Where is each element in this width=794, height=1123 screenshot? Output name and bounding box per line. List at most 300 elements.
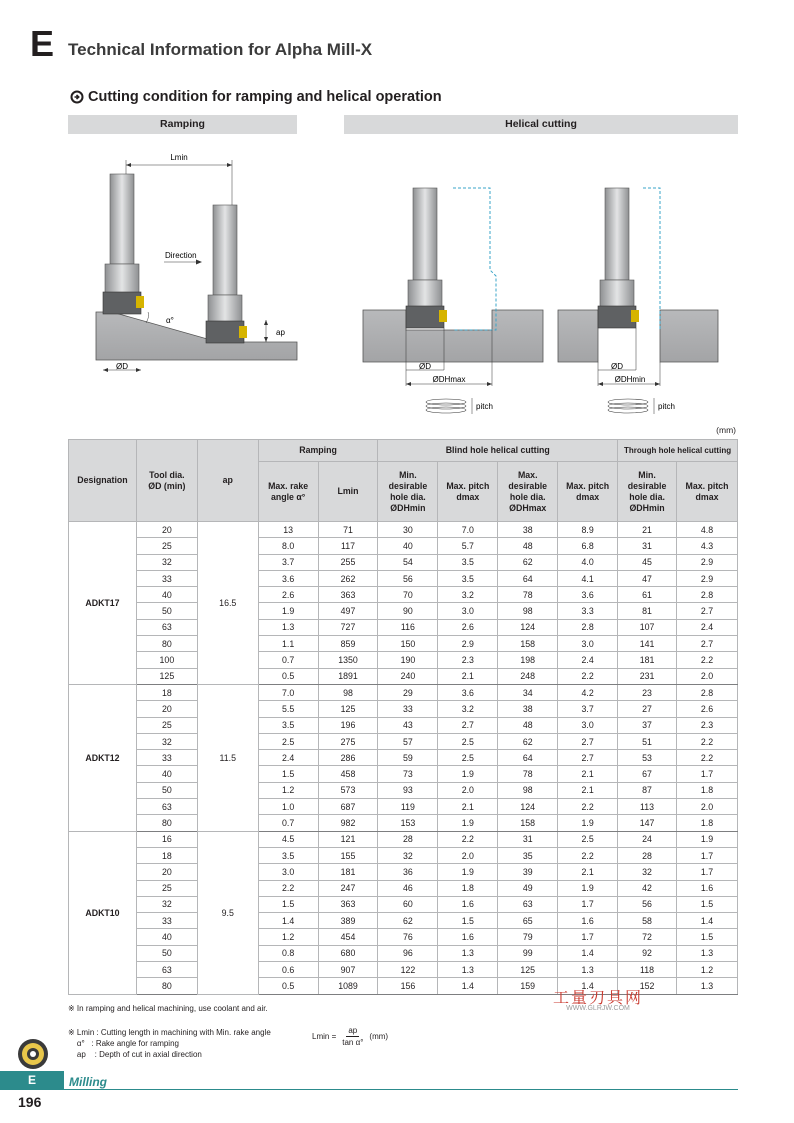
ramping-tool-end: [206, 205, 247, 343]
tool-dia-cell: 63: [136, 619, 197, 635]
tool-dia-cell: 63: [136, 962, 197, 978]
table-cell: 6.8: [558, 538, 618, 554]
table-cell: 92: [618, 945, 677, 961]
table-cell: 76: [378, 929, 438, 945]
table-cell: 122: [378, 962, 438, 978]
table-cell: 4.1: [558, 570, 618, 586]
tool-dia-cell: 33: [136, 913, 197, 929]
table-cell: 4.2: [558, 684, 618, 700]
table-cell: 2.0: [438, 782, 498, 798]
table-cell: 30: [378, 522, 438, 538]
tool-dia-cell: 32: [136, 554, 197, 570]
tool-dia-cell: 18: [136, 684, 197, 700]
table-row: [69, 554, 738, 570]
table-cell: 31: [498, 831, 558, 847]
table-cell: 2.4: [558, 652, 618, 668]
table-cell: 116: [378, 619, 438, 635]
table-row: [69, 929, 738, 945]
table-cell: 1.9: [438, 815, 498, 831]
table-cell: 125: [498, 962, 558, 978]
tool-dia-cell: 32: [136, 896, 197, 912]
table-cell: 3.5: [438, 570, 498, 586]
blind-hole-tool: [406, 188, 447, 328]
table-cell: 2.6: [258, 587, 318, 603]
table-row: [69, 896, 738, 912]
table-cell: 32: [618, 864, 677, 880]
formula-unit: (mm): [369, 1032, 389, 1041]
table-cell: 98: [498, 782, 558, 798]
table-cell: 141: [618, 636, 677, 652]
table-cell: 1.5: [438, 913, 498, 929]
table-cell: 107: [618, 619, 677, 635]
tool-dia-cell: 40: [136, 587, 197, 603]
header-max-pitch-blind-min: Max. pitch dmax: [438, 462, 498, 522]
table-cell: 497: [318, 603, 378, 619]
table-cell: 81: [618, 603, 677, 619]
table-cell: 8.9: [558, 522, 618, 538]
table-cell: 4.3: [677, 538, 738, 554]
watermark-text: 工量刃具网: [552, 990, 643, 1007]
table-cell: 2.0: [677, 799, 738, 815]
table-row: [69, 733, 738, 749]
table-cell: 1.5: [677, 929, 738, 945]
table-cell: 119: [378, 799, 438, 815]
header-max-pitch-through: Max. pitch dmax: [677, 462, 738, 522]
table-cell: 67: [618, 766, 677, 782]
odhmax-label: ØDHmax: [432, 375, 466, 384]
tool-dia-cell: 25: [136, 538, 197, 554]
table-cell: 687: [318, 799, 378, 815]
table-cell: 2.0: [438, 847, 498, 863]
table-row: [69, 815, 738, 831]
tool-dia-cell: 50: [136, 945, 197, 961]
table-cell: 70: [378, 587, 438, 603]
tool-dia-cell: 25: [136, 880, 197, 896]
helix-icon-through: [608, 399, 648, 413]
odhmin-label: ØDHmin: [614, 375, 646, 384]
table-cell: 124: [498, 799, 558, 815]
table-cell: 3.3: [558, 603, 618, 619]
circle-arrow-icon: [70, 90, 84, 104]
header-min-hole-blind: Min. desirable hole dia. ØDHmin: [378, 462, 438, 522]
table-row: [69, 864, 738, 880]
table-cell: 1.4: [258, 913, 318, 929]
table-cell: 98: [318, 684, 378, 700]
table-cell: 5.5: [258, 701, 318, 717]
table-cell: 1.6: [438, 896, 498, 912]
tool-dia-cell: 32: [136, 733, 197, 749]
table-cell: 56: [618, 896, 677, 912]
formula-denominator: tan α°: [342, 1038, 364, 1047]
table-cell: 1.9: [438, 864, 498, 880]
table-cell: 363: [318, 587, 378, 603]
header-designation: Designation: [69, 440, 137, 522]
lmin-formula: [312, 1025, 388, 1048]
table-cell: 7.0: [258, 684, 318, 700]
table-row: [69, 587, 738, 603]
table-row: [69, 799, 738, 815]
table-cell: 198: [498, 652, 558, 668]
header-max-hole-blind: Max. desirable hole dia. ØDHmax: [498, 462, 558, 522]
table-row: [69, 962, 738, 978]
header-blind: Blind hole helical cutting: [378, 440, 618, 462]
table-cell: 155: [318, 847, 378, 863]
tool-dia-cell: 125: [136, 668, 197, 684]
table-cell: 1089: [318, 978, 378, 994]
table-cell: 240: [378, 668, 438, 684]
table-cell: 2.8: [677, 587, 738, 603]
table-cell: 0.5: [258, 668, 318, 684]
table-row: [69, 603, 738, 619]
table-cell: 64: [498, 750, 558, 766]
table-cell: 3.5: [258, 847, 318, 863]
table-cell: 0.6: [258, 962, 318, 978]
table-cell: 39: [498, 864, 558, 880]
machining-diagram: [68, 140, 738, 420]
header-lmin: Lmin: [318, 462, 378, 522]
table-cell: 1.9: [677, 831, 738, 847]
table-cell: 53: [618, 750, 677, 766]
table-cell: 2.2: [438, 831, 498, 847]
ramping-band: Ramping: [68, 115, 297, 134]
table-cell: 2.9: [677, 554, 738, 570]
formula-numerator: ap: [348, 1026, 358, 1035]
table-cell: 159: [498, 978, 558, 994]
table-cell: 2.4: [677, 619, 738, 635]
tool-dia-cell: 80: [136, 815, 197, 831]
table-cell: 0.7: [258, 815, 318, 831]
pitch-label-blind: pitch: [476, 402, 493, 411]
table-cell: 2.1: [558, 782, 618, 798]
table-cell: 51: [618, 733, 677, 749]
table-cell: 87: [618, 782, 677, 798]
table-cell: 61: [618, 587, 677, 603]
table-cell: 96: [378, 945, 438, 961]
table-cell: 1.4: [558, 945, 618, 961]
page-title: Technical Information for Alpha Mill-X: [68, 40, 373, 59]
table-cell: 4.8: [677, 522, 738, 538]
section-title: [70, 89, 442, 105]
od-label-through: ØD: [611, 362, 623, 371]
tool-dia-cell: 80: [136, 978, 197, 994]
table-cell: 1.4: [558, 978, 618, 994]
table-cell: 31: [618, 538, 677, 554]
table-cell: 3.6: [258, 570, 318, 586]
tool-dia-cell: 40: [136, 929, 197, 945]
chapter-letter: E: [30, 23, 55, 64]
pitch-label-through: pitch: [658, 402, 675, 411]
table-cell: 4.5: [258, 831, 318, 847]
table-cell: 255: [318, 554, 378, 570]
table-cell: 1.0: [258, 799, 318, 815]
table-cell: 1.7: [677, 864, 738, 880]
od-label-ramping: ØD: [116, 362, 128, 371]
table-cell: 231: [618, 668, 677, 684]
helical-band: Helical cutting: [344, 115, 738, 134]
table-cell: 1.2: [258, 782, 318, 798]
table-cell: 1.9: [558, 815, 618, 831]
table-cell: 3.5: [438, 554, 498, 570]
table-cell: 1.3: [438, 945, 498, 961]
table-cell: 64: [498, 570, 558, 586]
table-cell: 152: [618, 978, 677, 994]
table-cell: 57: [378, 733, 438, 749]
helix-icon-blind: [426, 399, 466, 413]
table-cell: 389: [318, 913, 378, 929]
table-cell: 275: [318, 733, 378, 749]
table-cell: 2.3: [438, 652, 498, 668]
designation-cell: ADKT17: [69, 522, 137, 685]
tool-dia-cell: 40: [136, 766, 197, 782]
tool-dia-cell: 20: [136, 701, 197, 717]
table-cell: 73: [378, 766, 438, 782]
note-ap: ap : Depth of cut in axial direction: [68, 1050, 202, 1059]
formula-fraction: [340, 1025, 365, 1048]
table-row: [69, 636, 738, 652]
note-lmin: ※ Lmin : Cutting length in machining with Min. rake angle: [68, 1028, 271, 1037]
table-row: [69, 847, 738, 863]
table-cell: 2.9: [677, 570, 738, 586]
table-cell: 65: [498, 913, 558, 929]
table-cell: 38: [498, 522, 558, 538]
table-row: [69, 945, 738, 961]
table-cell: 2.5: [438, 733, 498, 749]
table-cell: 3.7: [258, 554, 318, 570]
table-cell: 117: [318, 538, 378, 554]
table-cell: 2.1: [558, 766, 618, 782]
table-cell: 859: [318, 636, 378, 652]
lmin-label: Lmin: [170, 153, 188, 162]
table-cell: 1350: [318, 652, 378, 668]
table-cell: 181: [618, 652, 677, 668]
table-cell: 2.2: [677, 652, 738, 668]
tool-dia-cell: 33: [136, 750, 197, 766]
note-definitions: [68, 1027, 271, 1060]
table-cell: 13: [258, 522, 318, 538]
table-cell: 181: [318, 864, 378, 880]
table-cell: 3.7: [558, 701, 618, 717]
tool-dia-cell: 16: [136, 831, 197, 847]
table-cell: 0.8: [258, 945, 318, 961]
table-cell: 72: [618, 929, 677, 945]
designation-cell: ADKT10: [69, 831, 137, 994]
header-max-pitch-blind-max: Max. pitch dmax: [558, 462, 618, 522]
table-row: [69, 668, 738, 684]
table-cell: 28: [378, 831, 438, 847]
table-cell: 124: [498, 619, 558, 635]
header-ap: ap: [197, 440, 258, 522]
table-cell: 1.5: [258, 896, 318, 912]
table-cell: 2.1: [438, 668, 498, 684]
table-cell: 1.3: [677, 945, 738, 961]
table-cell: 125: [318, 701, 378, 717]
table-cell: 78: [498, 587, 558, 603]
table-cell: 7.0: [438, 522, 498, 538]
table-cell: 153: [378, 815, 438, 831]
header-tool-dia: Tool dia. ØD (min): [136, 440, 197, 522]
header-max-rake: Max. rake angle α°: [258, 462, 318, 522]
table-cell: 98: [498, 603, 558, 619]
direction-label: Direction: [165, 251, 197, 260]
note-alpha: α° : Rake angle for ramping: [68, 1039, 179, 1048]
section-title-text: Cutting condition for ramping and helical operation: [88, 89, 442, 105]
table-row: [69, 880, 738, 896]
table-cell: 1.8: [677, 782, 738, 798]
table-cell: 36: [378, 864, 438, 880]
table-cell: 24: [618, 831, 677, 847]
table-cell: 2.6: [438, 619, 498, 635]
alpha-label: α°: [166, 316, 174, 325]
tool-dia-cell: 50: [136, 603, 197, 619]
ap-label: ap: [276, 328, 285, 337]
table-cell: 3.5: [258, 717, 318, 733]
table-cell: 1.9: [558, 880, 618, 896]
table-row: [69, 831, 738, 847]
table-cell: 49: [498, 880, 558, 896]
table-cell: 1.7: [558, 896, 618, 912]
ap-cell: 11.5: [197, 684, 258, 831]
table-cell: 118: [618, 962, 677, 978]
table-cell: 1.3: [677, 978, 738, 994]
table-row: [69, 570, 738, 586]
tool-dia-cell: 63: [136, 799, 197, 815]
header-through: Through hole helical cutting: [618, 440, 738, 462]
table-cell: 3.2: [438, 701, 498, 717]
table-cell: 56: [378, 570, 438, 586]
table-cell: 2.2: [558, 668, 618, 684]
table-cell: 121: [318, 831, 378, 847]
table-row: [69, 701, 738, 717]
designation-cell: ADKT12: [69, 684, 137, 831]
table-cell: 32: [378, 847, 438, 863]
table-cell: 680: [318, 945, 378, 961]
table-cell: 48: [498, 538, 558, 554]
table-cell: 190: [378, 652, 438, 668]
table-cell: 62: [378, 913, 438, 929]
table-cell: 47: [618, 570, 677, 586]
table-cell: 35: [498, 847, 558, 863]
table-cell: 2.5: [438, 750, 498, 766]
table-cell: 2.7: [677, 636, 738, 652]
table-cell: 2.2: [558, 847, 618, 863]
table-cell: 79: [498, 929, 558, 945]
table-cell: 1.9: [258, 603, 318, 619]
table-cell: 2.1: [438, 799, 498, 815]
tool-dia-cell: 18: [136, 847, 197, 863]
table-cell: 2.5: [558, 831, 618, 847]
table-cell: 3.0: [558, 636, 618, 652]
table-cell: 1.6: [677, 880, 738, 896]
table-cell: 907: [318, 962, 378, 978]
table-cell: 2.7: [438, 717, 498, 733]
ap-cell: 16.5: [197, 522, 258, 685]
table-cell: 1.6: [438, 929, 498, 945]
table-cell: 46: [378, 880, 438, 896]
ramping-workpiece: [96, 312, 297, 360]
footer-rule: [64, 1089, 738, 1090]
table-cell: 33: [378, 701, 438, 717]
table-cell: 262: [318, 570, 378, 586]
table-cell: 29: [378, 684, 438, 700]
table-row: [69, 766, 738, 782]
table-cell: 150: [378, 636, 438, 652]
table-cell: 63: [498, 896, 558, 912]
table-cell: 40: [378, 538, 438, 554]
table-cell: 1.5: [258, 766, 318, 782]
table-cell: 1.2: [677, 962, 738, 978]
table-cell: 158: [498, 636, 558, 652]
gear-logo-icon: [16, 1037, 50, 1071]
table-row: [69, 619, 738, 635]
table-cell: 28: [618, 847, 677, 863]
table-cell: 62: [498, 554, 558, 570]
table-cell: 1.4: [438, 978, 498, 994]
table-cell: 458: [318, 766, 378, 782]
table-cell: 286: [318, 750, 378, 766]
table-cell: 90: [378, 603, 438, 619]
header-min-hole-through: Min. desirable hole dia. ØDHmin: [618, 462, 677, 522]
table-cell: 3.0: [438, 603, 498, 619]
table-cell: 54: [378, 554, 438, 570]
table-cell: 78: [498, 766, 558, 782]
table-cell: 58: [618, 913, 677, 929]
table-cell: 2.8: [677, 684, 738, 700]
table-cell: 1.7: [558, 929, 618, 945]
unit-label: (mm): [716, 425, 736, 435]
table-cell: 1.6: [558, 913, 618, 929]
table-cell: 2.7: [558, 733, 618, 749]
table-cell: 99: [498, 945, 558, 961]
table-row: [69, 652, 738, 668]
table-cell: 3.6: [558, 587, 618, 603]
table-row: [69, 782, 738, 798]
table-cell: 1.9: [438, 766, 498, 782]
table-cell: 2.3: [677, 717, 738, 733]
table-cell: 1.3: [438, 962, 498, 978]
table-cell: 363: [318, 896, 378, 912]
table-cell: 3.0: [258, 864, 318, 880]
table-cell: 0.5: [258, 978, 318, 994]
table-cell: 1.8: [438, 880, 498, 896]
table-cell: 573: [318, 782, 378, 798]
table-cell: 2.9: [438, 636, 498, 652]
table-row: [69, 750, 738, 766]
table-cell: 1.3: [558, 962, 618, 978]
table-cell: 3.0: [558, 717, 618, 733]
table-cell: 23: [618, 684, 677, 700]
table-cell: 2.8: [558, 619, 618, 635]
table-cell: 60: [378, 896, 438, 912]
table-cell: 1.7: [677, 847, 738, 863]
table-cell: 21: [618, 522, 677, 538]
table-cell: 1.4: [677, 913, 738, 929]
table-cell: 1.7: [677, 766, 738, 782]
tool-dia-cell: 100: [136, 652, 197, 668]
table-cell: 4.0: [558, 554, 618, 570]
table-cell: 2.0: [677, 668, 738, 684]
table-cell: 1.2: [258, 929, 318, 945]
table-cell: 8.0: [258, 538, 318, 554]
table-cell: 93: [378, 782, 438, 798]
table-cell: 247: [318, 880, 378, 896]
table-cell: 5.7: [438, 538, 498, 554]
table-cell: 62: [498, 733, 558, 749]
table-cell: 1.1: [258, 636, 318, 652]
watermark-url: WWW.GLRJW.COM: [566, 1005, 630, 1012]
cutting-condition-table: [68, 439, 738, 995]
table-row: [69, 717, 738, 733]
formula-lhs: Lmin =: [312, 1032, 337, 1041]
